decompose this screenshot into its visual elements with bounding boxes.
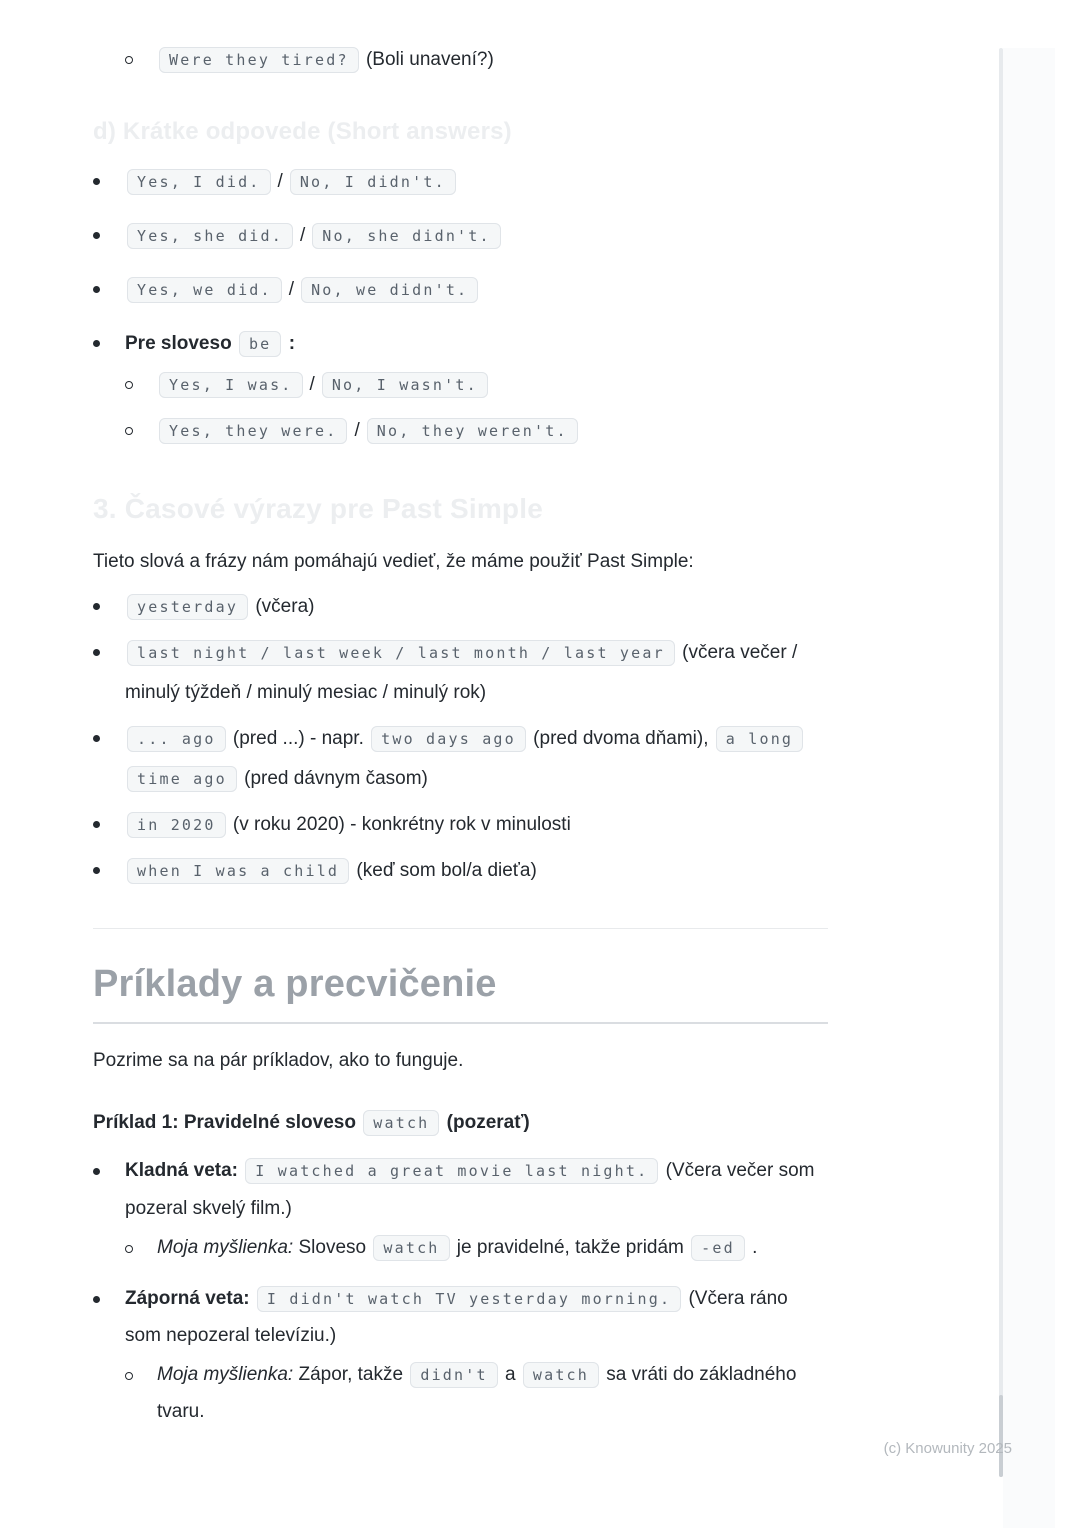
separator: /: [309, 374, 315, 396]
list-item-text: [125, 1152, 828, 1226]
list-item-text: [125, 805, 828, 845]
list-item-text: [125, 324, 828, 364]
list-item-text: [125, 1280, 828, 1354]
code-chip: No, she didn't.: [312, 223, 500, 249]
list-item: [93, 719, 828, 799]
disc-bullet-icon: [93, 216, 125, 239]
code-chip: didn't: [410, 1362, 497, 1388]
code-chip: Yes, I did.: [127, 169, 271, 195]
code-chip: be: [239, 331, 281, 357]
copyright-notice: (c) Knowunity 2025: [883, 1440, 1012, 1457]
list-item: [93, 633, 828, 713]
code-chip: two days ago: [371, 726, 526, 752]
code-chip: watch: [363, 1110, 439, 1136]
disc-bullet-icon: [93, 633, 125, 656]
time-expressions-list: [93, 587, 828, 890]
disc-bullet-icon: [93, 324, 125, 347]
code-chip: I didn't watch TV yesterday morning.: [257, 1286, 681, 1312]
code-chip: -ed: [691, 1235, 745, 1261]
text-run: (pred ...) - napr.: [227, 727, 370, 749]
code-chip: watch: [373, 1235, 449, 1261]
circle-bullet-icon: [125, 40, 157, 64]
positive-note-sublist: [125, 1229, 828, 1266]
code-chip: watch: [523, 1362, 599, 1388]
circle-bullet-icon: [125, 365, 157, 389]
disc-bullet-icon: [93, 270, 125, 293]
list-item: [93, 324, 828, 364]
list-item-text: [125, 216, 828, 256]
time-expressions-intro: Tieto slová a frázy nám pomáhajú vedieť, že máme použiť Past Simple:: [93, 551, 694, 573]
code-chip: No, they weren't.: [367, 418, 578, 444]
list-item-text: [125, 270, 828, 310]
circle-bullet-icon: [125, 411, 157, 435]
text-run: (pred dvoma dňami),: [527, 727, 714, 749]
be-sublist: [125, 365, 828, 451]
disc-bullet-icon: [93, 805, 125, 828]
text-run: Zápor, takže: [293, 1363, 409, 1385]
list-item-text: [125, 719, 828, 799]
text-run: Sloveso: [293, 1236, 372, 1258]
bold-run: (pozerať): [441, 1112, 530, 1134]
code-chip: I watched a great movie last night.: [245, 1158, 658, 1184]
code-chip: Yes, we did.: [127, 277, 282, 303]
scroll-rail-panel: [1003, 48, 1055, 1528]
text-run: a: [499, 1363, 521, 1385]
negative-note-sublist: [125, 1356, 828, 1430]
list-item-text: [157, 1356, 828, 1430]
separator: /: [300, 224, 306, 246]
text-run: (Boli unavení?): [360, 49, 494, 70]
code-chip: Yes, they were.: [159, 418, 347, 444]
list-item: [93, 1152, 828, 1226]
document-content: [93, 40, 828, 1430]
disc-bullet-icon: [93, 162, 125, 185]
code-chip: No, I didn't.: [290, 169, 456, 195]
faded-heading-time-expressions: 3. Časové výrazy pre Past Simple: [93, 493, 543, 525]
list-item-text: [157, 40, 828, 80]
list-item: [125, 365, 828, 405]
bold-run: Záporná veta:: [125, 1287, 255, 1309]
disc-bullet-icon: [93, 851, 125, 874]
code-chip: Were they tired?: [159, 47, 359, 73]
code-chip: No, we didn't.: [301, 277, 478, 303]
example1-title: [93, 1104, 828, 1142]
text-run: (včera večer / minulý týždeň / minulý mesiac / minulý rok): [125, 642, 798, 704]
text-run: (Včera ráno som nepozeral televíziu.): [125, 1287, 788, 1346]
list-item: [93, 1280, 828, 1354]
text-run: (včera): [250, 596, 315, 618]
list-item-text: [125, 851, 828, 891]
circle-bullet-icon: [125, 1229, 157, 1253]
list-item: [125, 411, 828, 451]
scrollbar-track[interactable]: [999, 48, 1003, 1477]
question-sublist: [125, 40, 828, 80]
faded-subheading-short-answers: d) Krátke odpovede (Short answers): [93, 117, 512, 145]
scroll-rail: [977, 48, 1080, 1528]
list-item: [125, 1356, 828, 1430]
disc-bullet-icon: [93, 587, 125, 610]
text-run: .: [746, 1236, 758, 1258]
list-item: [93, 851, 828, 891]
list-item: [93, 162, 828, 202]
code-chip: No, I wasn't.: [322, 372, 488, 398]
list-item-text: [125, 587, 828, 627]
disc-bullet-icon: [93, 1152, 125, 1175]
separator: /: [277, 170, 283, 192]
text-run: (pred dávnym časom): [238, 767, 428, 789]
disc-bullet-icon: [93, 1280, 125, 1303]
bold-run: Príklad 1: Pravidelné sloveso: [93, 1112, 362, 1134]
text-run: (v roku 2020) - konkrétny rok v minulosti: [227, 813, 571, 835]
separator: /: [288, 278, 295, 300]
bold-run: :: [283, 332, 296, 354]
list-item: [93, 805, 828, 845]
list-item: [93, 587, 828, 627]
text-run: (keď som bol/a dieťa): [351, 859, 537, 881]
code-chip: when I was a child: [127, 858, 349, 884]
italic-run: Moja myšlienka:: [157, 1363, 294, 1385]
section-divider: [93, 928, 828, 929]
circle-bullet-icon: [125, 1356, 157, 1380]
section-heading-examples: Príklady a precvičenie: [93, 963, 497, 1006]
code-chip: yesterday: [127, 594, 248, 620]
list-item: [125, 1229, 828, 1266]
list-item-text: [157, 365, 828, 405]
heading-underline: [93, 1022, 828, 1024]
code-chip: Yes, I was.: [159, 372, 303, 398]
list-item: [125, 40, 828, 80]
list-item-text: [125, 633, 828, 713]
bold-run: Kladná veta:: [125, 1160, 244, 1182]
bold-run: Pre sloveso: [125, 332, 237, 354]
code-chip: Yes, she did.: [127, 223, 293, 249]
separator: /: [354, 420, 360, 442]
examples-intro: Pozrime sa na pár príkladov, ako to funguje.: [93, 1050, 464, 1072]
short-answers-list: [93, 162, 828, 451]
text-run: (Včera večer som pozeral skvelý film.): [125, 1160, 815, 1219]
text-run: je pravidelné, takže pridám: [451, 1236, 690, 1258]
list-item-text: [157, 411, 828, 451]
list-item: [93, 270, 828, 310]
code-chip: in 2020: [127, 812, 226, 838]
code-chip: ... ago: [127, 726, 226, 752]
example1-list: [93, 1152, 828, 1429]
code-chip: a long time ago: [127, 726, 803, 792]
text-run: sa vráti do základného tvaru.: [157, 1363, 797, 1422]
list-item: [93, 216, 828, 256]
italic-run: Moja myšlienka:: [157, 1236, 294, 1258]
scrollbar-thumb[interactable]: [999, 1395, 1003, 1477]
disc-bullet-icon: [93, 719, 125, 742]
list-item-text: [125, 162, 828, 202]
list-item-text: [157, 1229, 828, 1266]
code-chip: last night / last week / last month / last year: [127, 640, 675, 666]
